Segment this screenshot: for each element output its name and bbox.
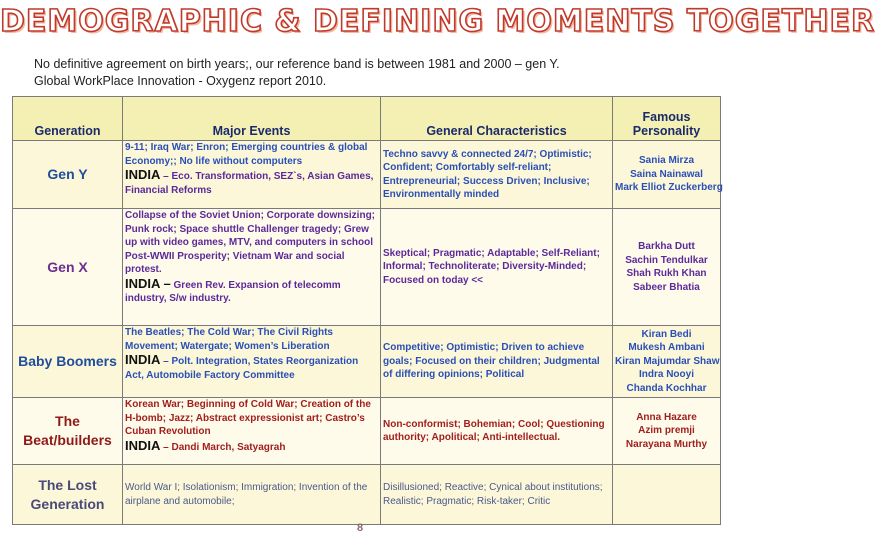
header-personality: [613, 97, 721, 141]
personality-name: Anna Hazare: [636, 411, 697, 423]
generation-line-1: The Lost: [38, 476, 97, 493]
personality-name: Azim premji: [638, 425, 695, 437]
events-text: Collapse of the Soviet Union; Corporate downsizing; Punk rock; Space shuttle Challenger tragedy; Grew up with video games, MTV, and computers in school: [125, 210, 376, 248]
generation-cell: [13, 398, 123, 465]
personality-name: Saina Nainawal: [630, 168, 703, 180]
personality-cell: [613, 398, 721, 465]
personality-cell: [613, 326, 721, 398]
generation-line-1: The: [55, 413, 80, 429]
table-row: [13, 326, 721, 398]
generation-cell: [13, 465, 123, 525]
table-row: [13, 141, 721, 209]
subtitle: [34, 56, 560, 90]
personality-name: Sachin Tendulkar: [625, 254, 708, 266]
events-cell: [123, 209, 381, 326]
india-note: – Dandi March, Satyagrah: [163, 441, 286, 453]
events-text: 9-11; Iraq War; Enron; Emerging countries & global Economy;; No life without computers: [125, 142, 368, 167]
header-characteristics: General Characteristics: [381, 97, 613, 141]
table-header-row: [13, 97, 721, 141]
characteristics-cell: Non-conformist; Bohemian; Cool; Questioning authority; Apolitical; Anti-intellectual.: [381, 398, 613, 465]
generation-line-2: Generation: [30, 495, 105, 512]
personality-name: Kiran Majumdar Shaw: [615, 355, 720, 367]
india-label: INDIA: [125, 352, 161, 367]
header-personality-line-1: Famous: [642, 110, 691, 124]
personality-cell: [613, 141, 721, 209]
header-personality-line-2: Personality: [632, 124, 701, 138]
india-note: Green Rev. Expansion of telecomm industry, S/w industry.: [125, 279, 341, 304]
personality-name: Mukesh Ambani: [628, 342, 705, 354]
characteristics-cell: Techno savvy & connected 24/7; Optimistic; Confident; Comfortably self-reliant; Entrepreneurial; Success Driven; Inclusive; Environmentally minded: [381, 141, 613, 209]
events-text: Korean War; Beginning of Cold War; Creation of the H-bomb; Jazz; Abstract expressionist art; Castro’s Cuban Revolution: [125, 399, 371, 437]
header-events: Major Events: [123, 97, 381, 141]
events-cell: World War I; Isolationism; Immigration; Invention of the airplane and automobile;: [123, 465, 381, 525]
table-row: [13, 465, 721, 525]
generations-table: [12, 96, 721, 525]
characteristics-cell: Competitive; Optimistic; Driven to achieve goals; Focused on their children; Judgmental of differing opinions; Political: [381, 326, 613, 398]
india-line: [125, 277, 378, 306]
personality-cell: [613, 465, 721, 525]
personality-name: Mark Elliot Zuckerberg: [615, 182, 723, 194]
india-line: [125, 439, 378, 455]
india-note: – Polt. Integration, States Reorganization Act, Automobile Factory Committee: [125, 356, 359, 381]
personality-cell: [613, 209, 721, 326]
personality-name: Chanda Kochhar: [626, 382, 707, 394]
personality-name: Indra Nooyi: [638, 369, 694, 381]
subtitle-line-2: Global WorkPlace Innovation - Oxygenz report 2010.: [34, 74, 327, 88]
header-generation: Generation: [13, 97, 123, 141]
personality-name: Kiran Bedi: [641, 328, 692, 340]
events-extra-text: Post-WWII Prosperity; Vietnam War and social protest.: [125, 250, 345, 275]
india-label: INDIA –: [125, 275, 171, 291]
personality-name: Sabeer Bhatia: [633, 281, 700, 293]
characteristics-cell: Disillusioned; Reactive; Cynical about institutions; Realistic; Pragmatic; Risk-taker; Critic: [381, 465, 613, 525]
events-cell: [123, 141, 381, 209]
events-cell: [123, 326, 381, 398]
characteristics-cell: Skeptical; Pragmatic; Adaptable; Self-Reliant; Informal; Technoliterate; Diversity-Minded; Focused on today <<: [381, 209, 613, 326]
events-cell: [123, 398, 381, 465]
generation-cell: Gen Y: [13, 141, 123, 209]
india-label: INDIA: [125, 437, 161, 453]
generation-cell: Gen X: [13, 209, 123, 326]
subtitle-line-1: No definitive agreement on birth years;, our reference band is between 1981 and 2000 – gen Y.: [34, 57, 560, 71]
slide-title: DEMOGRAPHIC & DEFINING MOMENTS TOGETHER: [0, 4, 875, 39]
generation-line-2: Beat/builders: [23, 432, 112, 448]
events-text: The Beatles; The Cold War; The Civil Rights Movement; Watergate; Women’s Liberation: [125, 327, 333, 352]
personality-name: Barkha Dutt: [638, 241, 695, 252]
personality-name: Narayana Murthy: [625, 438, 708, 450]
personality-name: Shah Rukh Khan: [626, 268, 707, 279]
generation-cell: Baby Boomers: [13, 326, 123, 398]
india-line: [125, 168, 378, 197]
india-note: – Eco. Transformation, SEZ`s, Asian Games, Financial Reforms: [125, 171, 374, 196]
india-label: INDIA: [125, 167, 161, 182]
india-line: [125, 353, 378, 382]
table-row: [13, 398, 721, 465]
table-row: [13, 209, 721, 326]
personality-name: Sania Mirza: [638, 155, 695, 167]
page-number: 8: [357, 522, 364, 534]
